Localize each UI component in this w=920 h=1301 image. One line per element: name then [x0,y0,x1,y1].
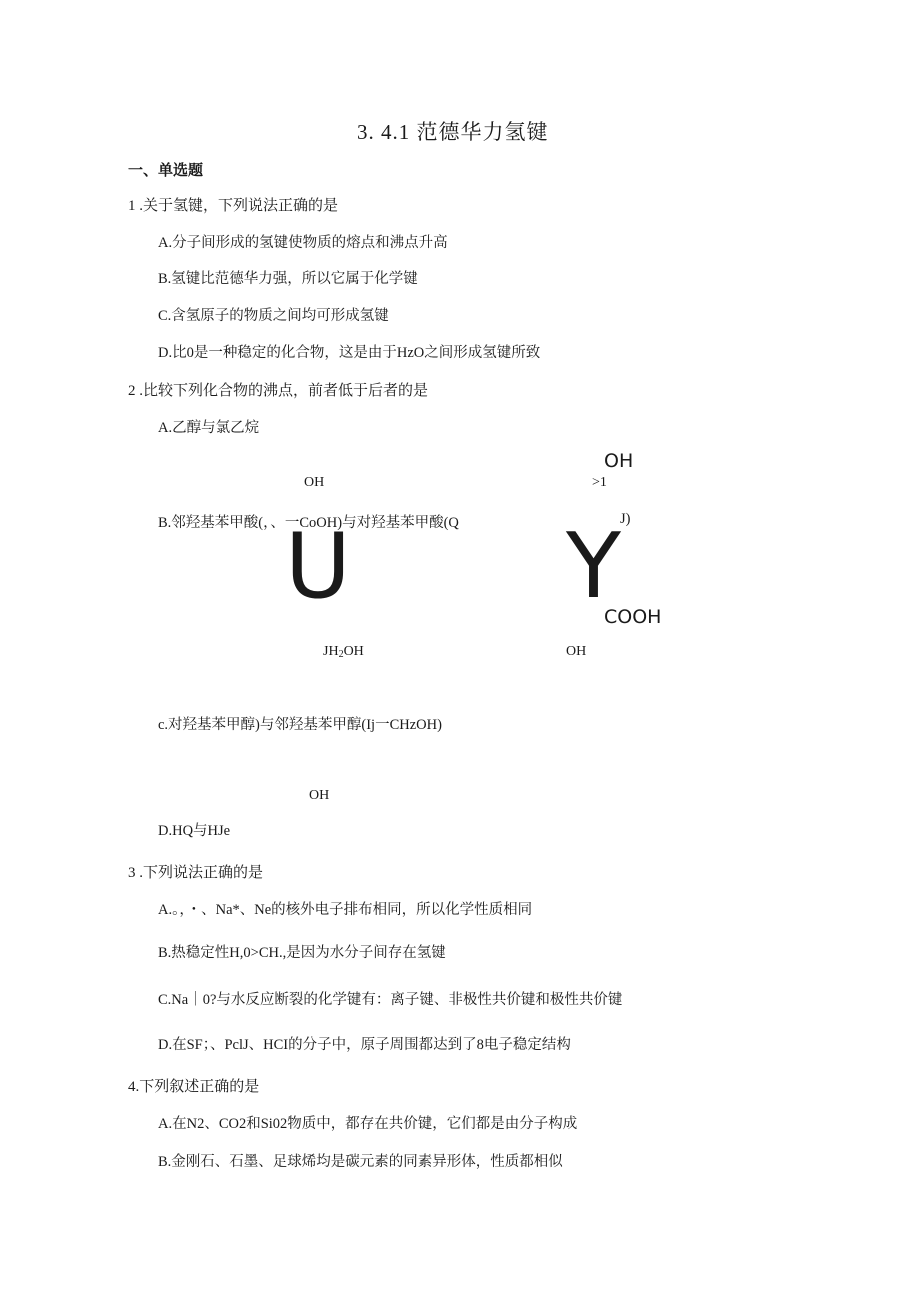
question-4-option-b: B.金刚石、石墨、足球烯均是碳元素的同素异形体，性质都相似 [158,1154,563,1170]
question-3-option-a: A.。，・、Na*、Ne的核外电子排布相同，所以化学性质相同 [158,902,533,918]
section-heading: 一、单选题 [128,161,204,179]
question-3-stem: 3 .下列说法正确的是 [128,865,264,881]
question-4-stem: 4.下列叙述正确的是 [128,1079,260,1095]
structure-cooh-label: COOH [604,606,662,628]
question-2-option-c: c.对羟基苯甲醇)与邻羟基苯甲醇(Ij一CHzOH) [158,717,442,733]
question-2-option-b-end: J) [620,511,631,527]
question-2-option-d: D.HQ与HJe [158,823,231,839]
question-3-option-c: C.Na｜0?与水反应断裂的化学键有：离子键、非极性共价键和极性共价键 [158,992,623,1008]
question-1-option-a: A.分子间形成的氢键使物质的熔点和沸点升高 [158,235,448,251]
structure-ch2oh-suffix: OH [343,644,364,659]
structure-oh-label-top-right: OH [604,450,634,472]
question-2-option-a: A.乙醇与氯乙烷 [158,420,260,436]
question-2-stem: 2 .比较下列化合物的沸点，前者低于后者的是 [128,383,429,399]
structure-ch2oh-prefix: JH [323,644,339,659]
question-3-option-d: D.在SF；、PclJ、HCI的分子中，原子周围都达到了8电子稳定结构 [158,1037,571,1053]
question-1-option-d: D.比0是一种稳定的化合物，这是由于HzO之间形成氢键所致 [158,345,541,361]
structure-ch2oh-label [323,644,364,660]
structure-oh-label-top-left: OH [304,475,325,490]
structure-glyph-u: U [285,514,351,619]
question-1-stem: 1 .关于氢键，下列说法正确的是 [128,198,339,214]
structure-glyph-y: Y [566,514,621,619]
question-2-option-b: B.邻羟基苯甲酸(，、一CoOH)与对羟基苯甲酸(Q [158,515,459,531]
page-title: 3. 4.1 范德华力氢键 [357,120,549,144]
question-4-option-a: A.在N2、CO2和Si02物质中，都存在共价键，它们都是由分子构成 [158,1116,578,1132]
structure-gt1-label: >1 [592,475,607,490]
question-1-option-b: B.氢键比范德华力强，所以它属于化学键 [158,271,418,287]
structure-oh-label-lower: OH [309,788,330,803]
structure-ch2oh-subscript: 2 [338,649,344,660]
question-1-option-c: C.含氢原子的物质之间均可形成氢键 [158,308,389,324]
question-3-option-b: B.热稳定性H,0>CH.,是因为水分子间存在氢键 [158,945,446,961]
structure-oh-label-mid-right: OH [566,644,587,659]
